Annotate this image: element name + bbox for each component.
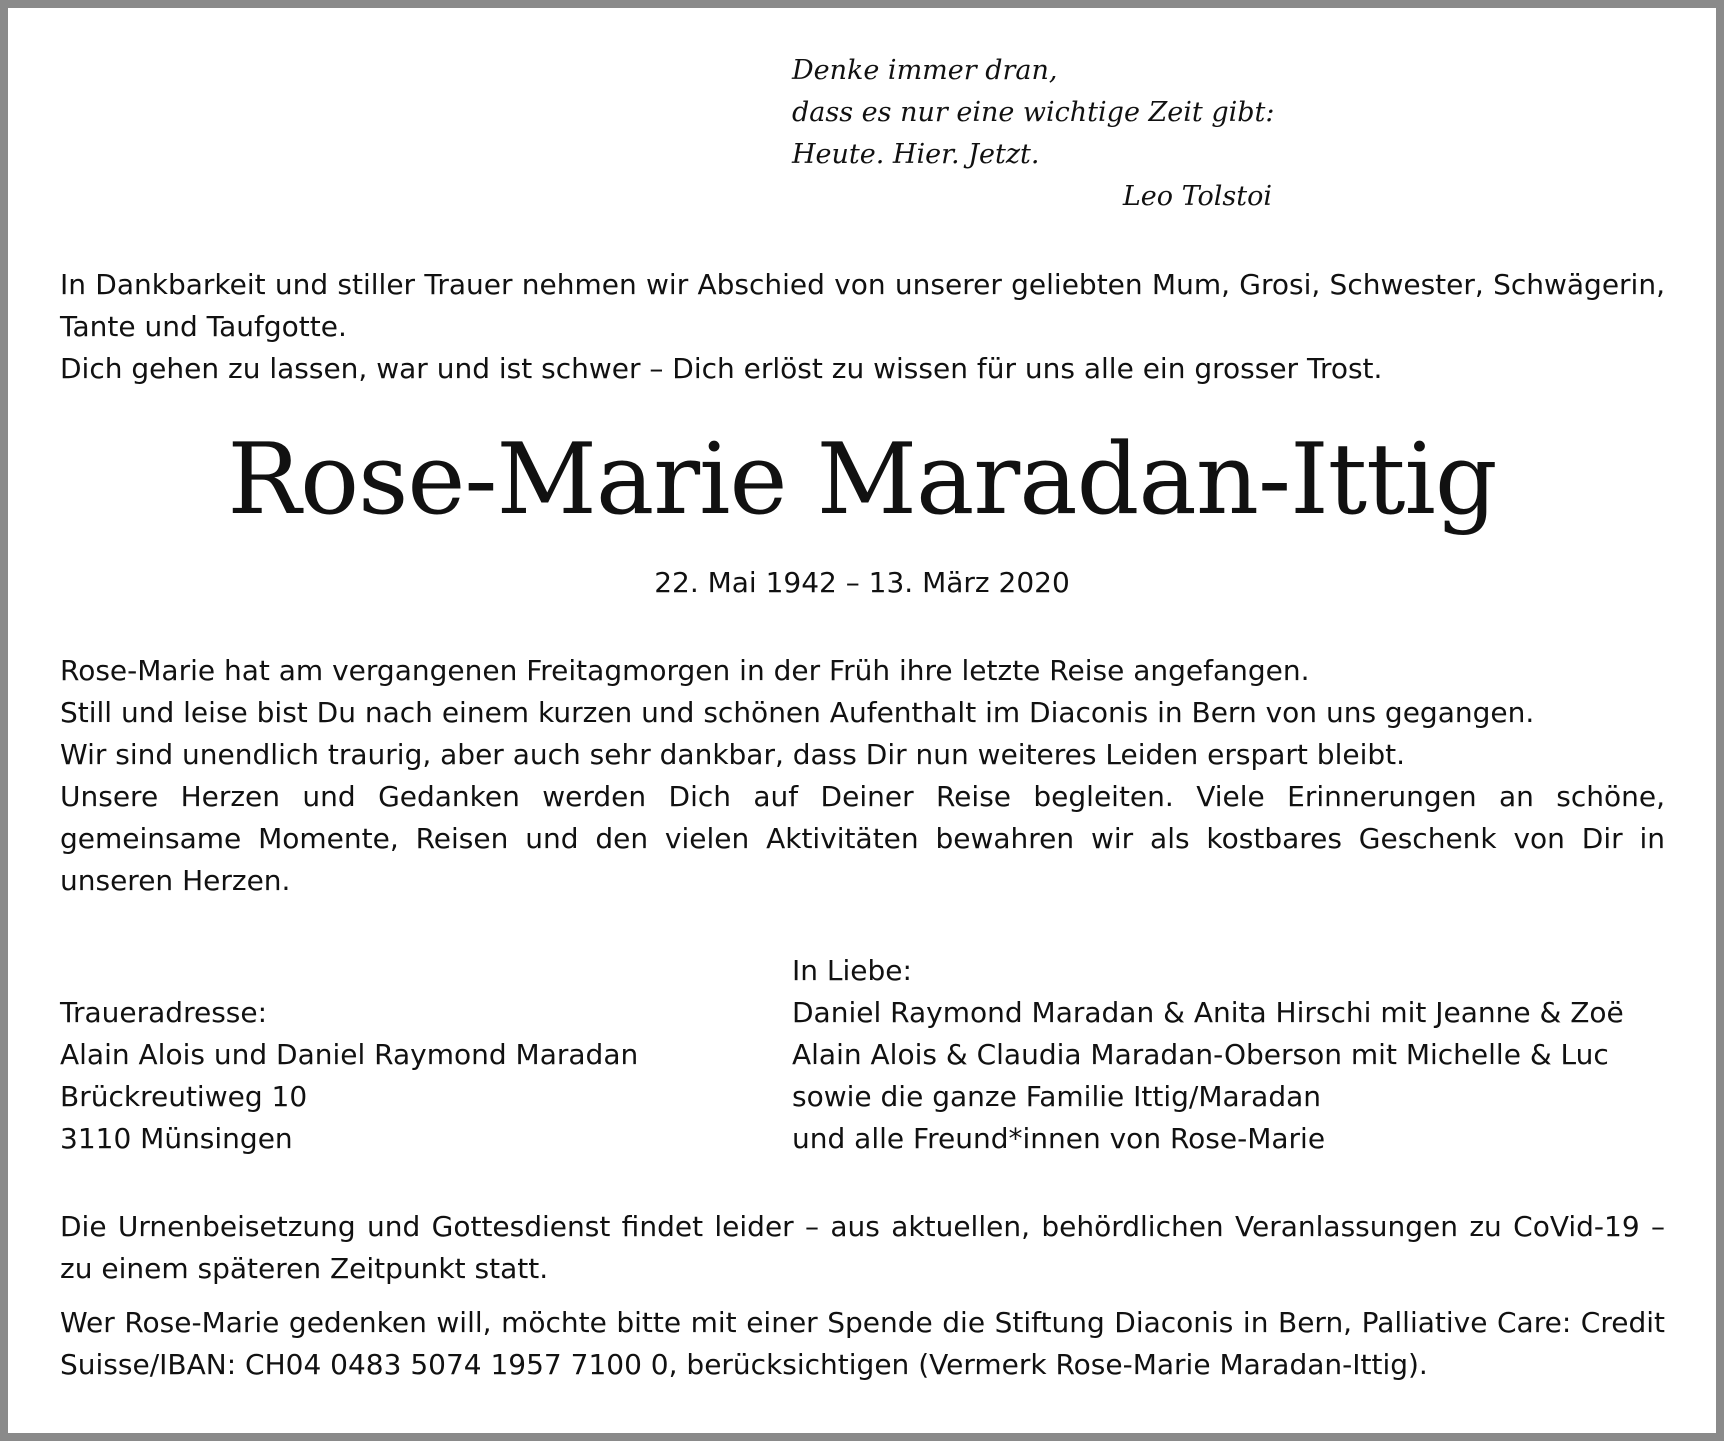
mourners-label: In Liebe: xyxy=(792,954,912,987)
intro-line: Dich gehen zu lassen, war und ist schwer – Dich erlöst zu wissen für uns alle ein grosser Trost. xyxy=(60,352,1383,385)
funeral-notice: Die Urnenbeisetzung und Gottesdienst findet leider – aus aktuellen, behördlichen Veranlassungen zu CoVid-19 – zu einem späteren Zeitpunkt statt. xyxy=(60,1210,1665,1285)
motto-line: dass es nur eine wichtige Zeit gibt: xyxy=(792,97,1275,128)
story-line: Rose-Marie hat am vergangenen Freitagmorgen in der Früh ihre letzte Reise angefangen. xyxy=(60,654,1310,687)
mourning-address xyxy=(60,992,760,1160)
deceased-name: Rose-Marie Maradan-Ittig xyxy=(227,423,1497,537)
address-line: Brückreutiweg 10 xyxy=(60,1080,308,1113)
motto-line: Heute. Hier. Jetzt. xyxy=(792,139,1040,170)
motto-line: Denke immer dran, xyxy=(792,55,1058,86)
address-label: Traueradresse: xyxy=(60,996,268,1029)
life-dates: 22. Mai 1942 – 13. März 2020 xyxy=(654,566,1070,599)
story-text xyxy=(60,650,1665,902)
mourner-line: und alle Freund*innen von Rose-Marie xyxy=(792,1122,1326,1155)
mourner-line: sowie die ganze Familie Ittig/Maradan xyxy=(792,1080,1322,1113)
story-line: Wir sind unendlich traurig, aber auch sehr dankbar, dass Dir nun weiteres Leiden erspart bleibt. xyxy=(60,738,1406,771)
motto-author: Leo Tolstoi xyxy=(1122,181,1272,212)
address-line: 3110 Münsingen xyxy=(60,1122,293,1155)
mourners-list xyxy=(792,950,1692,1160)
intro-line: In Dankbarkeit und stiller Trauer nehmen wir Abschied von unserer geliebten Mum, Grosi, Schwester, Schwägerin, Tante und Taufgotte. xyxy=(60,268,1665,343)
donation-notice: Wer Rose-Marie gedenken will, möchte bitte mit einer Spende die Stiftung Diaconis in Bern, Palliative Care: Credit Suisse/IBAN: CH04 0483 5074 1957 7100 0, berücksichtigen (Vermerk Rose-Marie Maradan-Ittig). xyxy=(60,1306,1665,1381)
mourner-line: Alain Alois & Claudia Maradan-Oberson mit Michelle & Luc xyxy=(792,1038,1609,1071)
story-line: Still und leise bist Du nach einem kurzen und schönen Aufenthalt im Diaconis in Bern von uns gegangen. xyxy=(60,696,1535,729)
story-line: Unsere Herzen und Gedanken werden Dich auf Deiner Reise begleiten. Viele Erinnerungen an schöne, gemeinsame Momente, Reisen und den vielen Aktivitäten bewahren wir als kostbares Geschenk von Dir in unseren Herzen. xyxy=(60,780,1665,897)
mourner-line: Daniel Raymond Maradan & Anita Hirschi mit Jeanne & Zoë xyxy=(792,996,1624,1029)
intro-text xyxy=(60,264,1665,390)
motto-quote xyxy=(792,50,1292,218)
address-line: Alain Alois und Daniel Raymond Maradan xyxy=(60,1038,639,1071)
